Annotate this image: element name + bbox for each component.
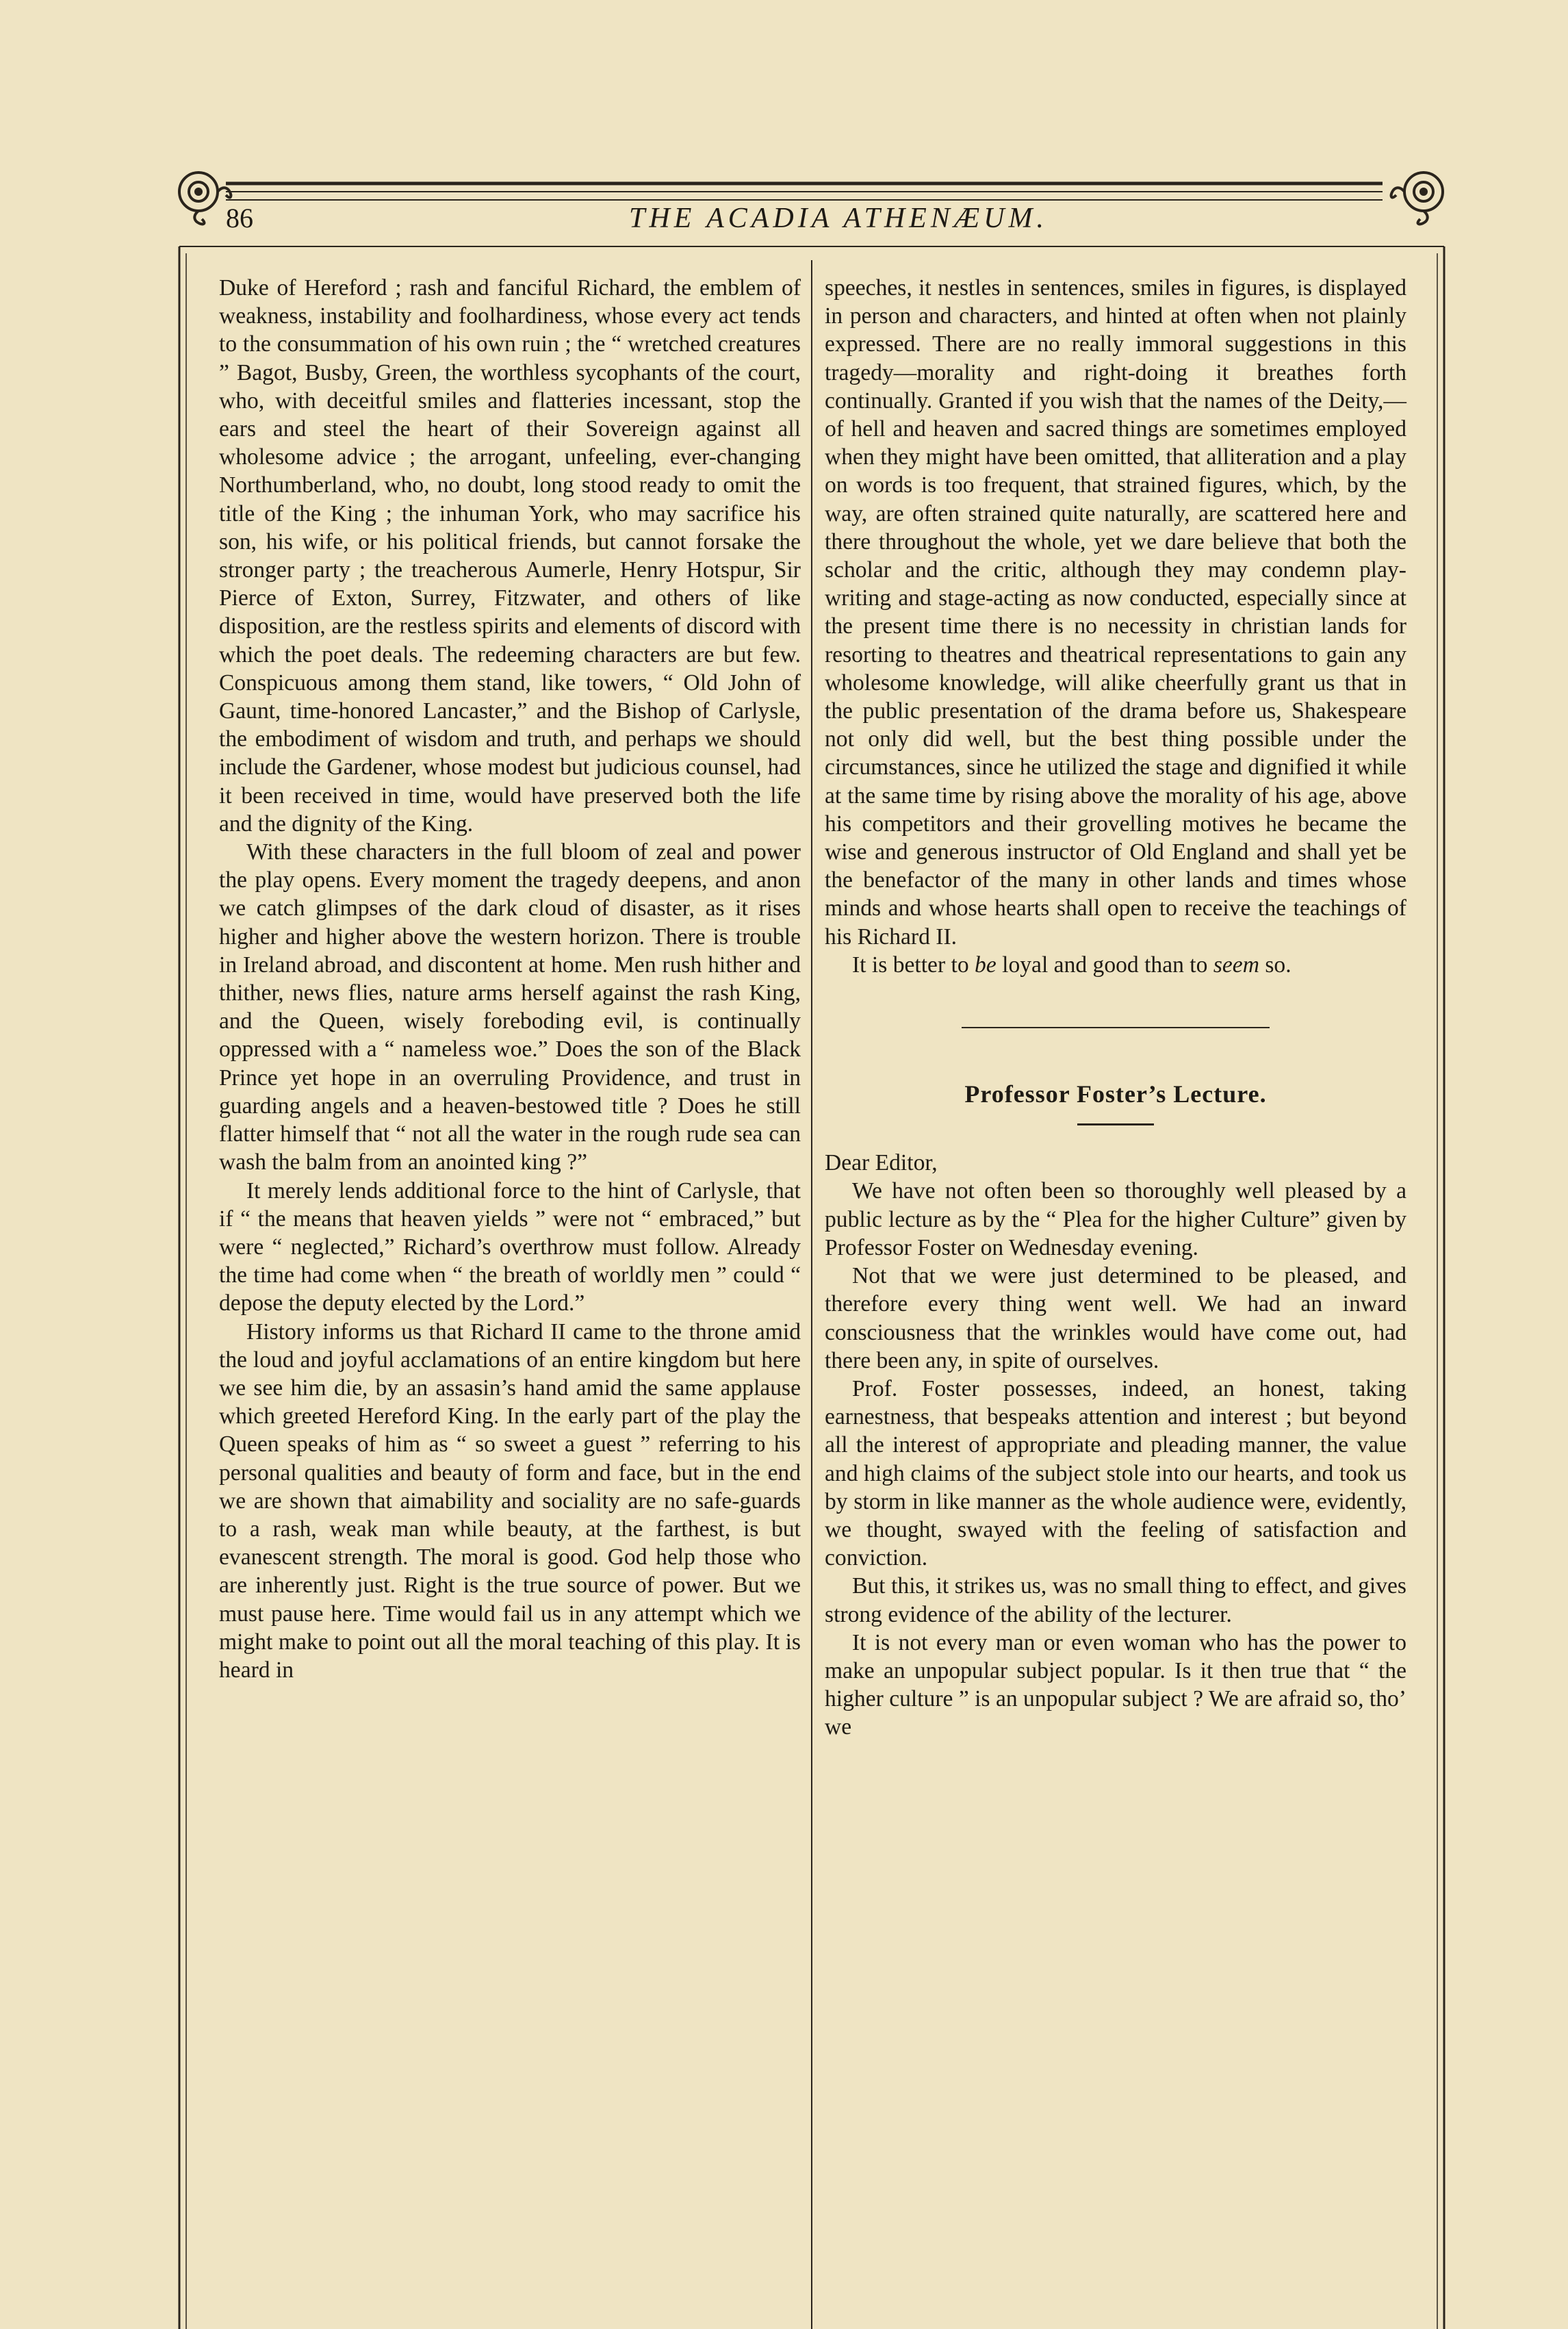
article-paragraph-5: It is not every man or even woman who has the power to make an unpopular subject popular. Is it then true that “ the higher culture ” is an unpopular subject ? We are afraid so, tho’ we: [825, 1629, 1406, 1740]
closing-line-emphasis-seem: seem: [1213, 952, 1259, 978]
article-paragraph-1: We have not often been so thoroughly well pleased by a public lecture as by the “ Plea for the higher Culture” given by Professor Foster on Wednesday evening.: [825, 1178, 1406, 1260]
page-header: [226, 195, 1451, 243]
corner-ornament-top-left: [179, 173, 231, 224]
left-paragraph-4: History informs us that Richard II came to the throne amid the loud and joyful acclamations of an entire kingdom but here we see him die, by an assasin’s hand amid the same applause which greeted Hereford King. In the early part of the play the Queen speaks of him as “ so sweet a guest ” referring to his personal qualities and beauty of form and face, but in the end we are shown that aimability and sociality are no safe-guards to a rash, weak man while beauty, at the farthest, is but evanescent strength. The moral is good. God help those who are inherently just. Right is the true source of power. But we must pause here. Time would fail us in any attempt which we might make to point out all the moral teaching of this play. It is heard in: [219, 1319, 801, 1683]
left-column: [219, 274, 801, 1684]
section-divider: [962, 1027, 1270, 1028]
closing-line-pre: It is better to: [852, 952, 975, 978]
title-underline: [1077, 1123, 1154, 1125]
left-paragraph-3: It merely lends additional force to the hint of Carlysle, that if “ the means that heaven yields ” were not “ embraced,” but were “ neglected,” Richard’s overthrow must follow. Already the time had come when “ the breath of worldly men ” could “ depose the deputy elected by the Lord.”: [219, 1178, 801, 1316]
right-column: [825, 274, 1406, 1742]
left-paragraph-2: With these characters in the full bloom of zeal and power the play opens. Every moment the tragedy deepens, and anon we catch glimpses of the dark cloud of disaster, as it rises higher and higher above the western horizon. There is trouble in Ireland abroad, and discontent at home. Men rush hither and thither, news flies, nature arms herself against the rash King, and the Queen, wisely foreboding evil, is continually oppressed with a “ nameless woe.” Does the son of the Black Prince yet hope in an overruling Providence, and trust in guarding angels and a heaven-bestowed title ? Does he still flatter himself that “ not all the water in the rough rude sea can wash the balm from an anointed king ?”: [219, 839, 801, 1175]
article-paragraph-3: Prof. Foster possesses, indeed, an honest, taking earnestness, that bespeaks attention and interest ; but beyond all the interest of appropriate and pleading manner, the value and high claims of the subject stole into our hearts, and took us by storm in like manner as the whole audience were, evidently, we thought, swayed with the feeling of satisfaction and conviction.: [825, 1375, 1406, 1571]
closing-line-emphasis-be: be: [975, 952, 997, 978]
running-title: THE ACADIA ATHENÆUM.: [629, 203, 1048, 234]
closing-line-mid: loyal and good than to: [996, 952, 1213, 978]
article-paragraph-4: But this, it strikes us, was no small thing to effect, and gives strong evidence of the ability of the lecturer.: [825, 1573, 1406, 1627]
page-number: 86: [226, 203, 253, 233]
article-paragraph-2: Not that we were just determined to be pleased, and therefore every thing went well. We had an inward consciousness that the wrinkles would have come out, had there been any, in spite of ourselves.: [825, 1263, 1406, 1373]
closing-line: [825, 951, 1406, 979]
left-paragraph-1: Duke of Hereford ; rash and fanciful Richard, the emblem of weakness, instability and foolhardiness, whose every act tends to the consummation of his own ruin ; the “ wretched creatures ” Bagot, Busby, Green, the worthless sycophants of the court, who, with deceitful smiles and flatteries incessant, stop the ears and steel the heart of their Sovereign against all wholesome advice ; the arrogant, unfeeling, ever-changing Northumberland, who, no doubt, long stood ready to omit the title of the King ; the inhuman York, who may sacrifice his son, his wife, or his political friends, but cannot forsake the stronger party ; the treacherous Aumerle, Henry Hotspur, Sir Pierce of Exton, Surrey, Fitzwater, and others of like disposition, are the restless spirits and elements of discord with which the poet deals. The redeeming characters are but few. Conspicuous among them stand, like towers, “ Old John of Gaunt, time-honored Lancaster,” and the Bishop of Carlysle, the embodiment of wisdom and truth, and perhaps we should include the Gardener, whose modest but judicious counsel, had it been received in time, would have preserved both the life and the dignity of the King.: [219, 275, 801, 837]
right-continuation-paragraph: speeches, it nestles in sentences, smiles in figures, is displayed in person and characters, and hinted at often when not plainly expressed. There are no really immoral suggestions in this tragedy—morality and right-doing it breathes forth continually. Granted if you wish that the names of the Deity,—of hell and heaven and sacred things are sometimes employed when they might have been omitted, that alliteration and a play on words is too frequent, that strained figures, which, by the way, are often strained quite naturally, are scattered here and there throughout the whole, yet we dare believe that both the scholar and the critic, although they may condemn play-writing and stage-acting as now conducted, especially since at the present time there is no necessity in christian lands for resorting to theatres and theatrical representations to gain any wholesome knowledge, will alike cheerfully grant us that in the public presentation of the drama before us, Shakespeare not only did well, but the best thing possible under the circumstances, since he utilized the stage and dignified it while at the same time by rising above the morality of his age, above his competitors and their grovelling motives he became the wise and generous instructor of Old England and shall yet be the benefactor of the many in other lands and times whose minds and whose hearts shall open to receive the teachings of his Richard II.: [825, 275, 1406, 950]
closing-line-post: so.: [1259, 952, 1291, 978]
article-title: Professor Foster’s Lecture.: [964, 1080, 1267, 1108]
salutation: Dear Editor,: [825, 1150, 938, 1176]
